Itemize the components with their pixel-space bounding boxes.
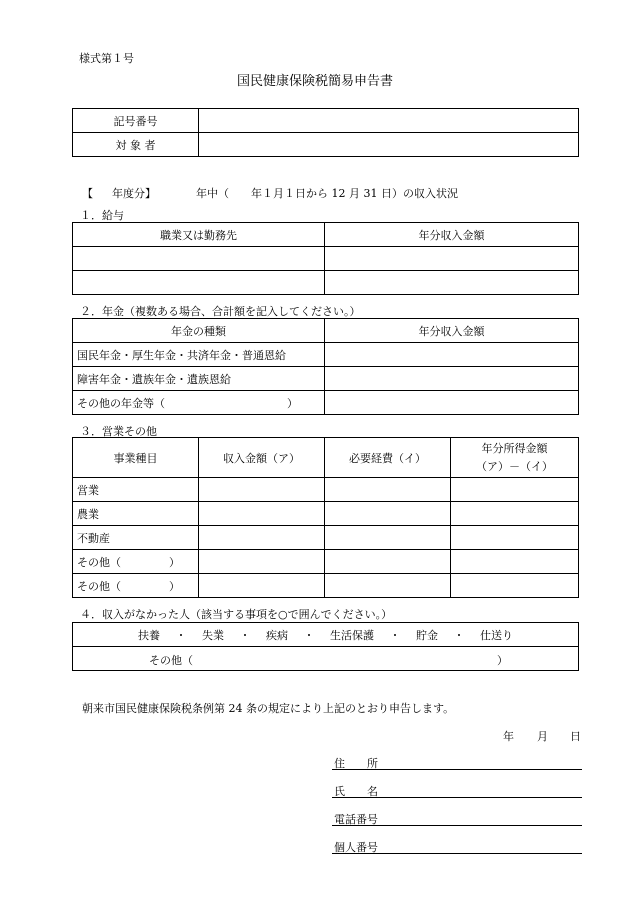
business-income-cell[interactable] [199, 526, 325, 550]
date-day-label: 日 [570, 730, 581, 743]
no-income-options [73, 623, 579, 647]
business-income-cell[interactable] [199, 502, 325, 526]
no-income-table [72, 622, 579, 671]
business-net-cell[interactable] [451, 502, 579, 526]
salary-income-cell[interactable] [325, 247, 579, 271]
business-other-close: ） [169, 579, 180, 593]
business-net-cell[interactable] [451, 478, 579, 502]
business-expense-cell[interactable] [325, 478, 451, 502]
business-net-cell[interactable] [451, 550, 579, 574]
business-expense-cell[interactable] [325, 574, 451, 598]
business-expense-cell[interactable] [325, 550, 451, 574]
option-separator: ・ [389, 628, 401, 642]
no-income-other-row[interactable] [73, 647, 579, 671]
option-separator: ・ [239, 628, 251, 642]
address-line[interactable] [332, 769, 582, 770]
salary-header-income: 年分収入金額 [325, 223, 579, 247]
business-type-cell: 不動産 [73, 526, 199, 550]
page-title: 国民健康保険税簡易申告書 [236, 74, 393, 89]
form-number: 様式第１号 [79, 52, 134, 65]
declaration-text: 朝来市国民健康保険税条例第 24 条の規定により上記のとおり申告します。 [82, 702, 455, 715]
name-line[interactable] [332, 797, 582, 798]
business-header-type: 事業種目 [73, 438, 199, 478]
business-type-cell [73, 550, 199, 574]
section2-title: ２．年金（複数ある場合、合計額を記入してください。） [80, 305, 361, 318]
pension-other-close: ） [287, 396, 298, 410]
salary-table [72, 222, 579, 295]
pension-header-income: 年分収入金額 [325, 319, 579, 343]
pension-type-cell [73, 391, 325, 415]
header-table [72, 108, 579, 157]
business-income-cell[interactable] [199, 574, 325, 598]
option-welfare[interactable]: 生活保護 [330, 628, 374, 642]
record-number-field[interactable] [199, 109, 579, 133]
pension-type-cell: 障害年金・遺族年金・遺族恩給 [73, 367, 325, 391]
option-dependent[interactable]: 扶養 [138, 628, 160, 642]
personal-number-label: 個人番号 [334, 841, 378, 854]
date-year-label: 年 [503, 730, 514, 743]
pension-other-label: その他の年金等（ [77, 396, 165, 410]
pension-amount-cell[interactable] [325, 367, 579, 391]
address-label: 住 所 [334, 757, 378, 770]
pension-amount-cell[interactable] [325, 343, 579, 367]
no-income-other-label: その他（ [149, 654, 193, 667]
business-net-cell[interactable] [451, 526, 579, 550]
subject-person-label: 対 象 者 [73, 133, 199, 157]
business-income-cell[interactable] [199, 478, 325, 502]
salary-employer-cell[interactable] [73, 247, 325, 271]
business-header-net-line2: （ア）－（イ） [476, 459, 553, 473]
pension-amount-cell[interactable] [325, 391, 579, 415]
personal-number-line[interactable] [332, 853, 582, 854]
business-header-net [451, 438, 579, 478]
section1-title: １．給与 [80, 209, 124, 222]
option-separator: ・ [453, 628, 465, 642]
pension-header-type: 年金の種類 [73, 319, 325, 343]
fiscal-year-label: 年度分】 [112, 187, 156, 200]
pension-table [72, 318, 579, 415]
salary-header-employer: 職業又は勤務先 [73, 223, 325, 247]
business-expense-cell[interactable] [325, 502, 451, 526]
business-other-label: その他（ [77, 555, 121, 569]
option-allowance[interactable]: 仕送り [480, 628, 513, 642]
option-separator: ・ [303, 628, 315, 642]
date-month-label: 月 [537, 730, 548, 743]
business-type-cell: 農業 [73, 502, 199, 526]
business-header-net-line1: 年分所得金額 [481, 441, 548, 455]
salary-employer-cell[interactable] [73, 271, 325, 295]
option-illness[interactable]: 疾病 [266, 628, 288, 642]
business-header-income: 収入金額（ア） [199, 438, 325, 478]
pension-type-cell: 国民年金・厚生年金・共済年金・普通恩給 [73, 343, 325, 367]
phone-line[interactable] [332, 825, 582, 826]
business-other-close: ） [169, 555, 180, 569]
business-type-cell [73, 574, 199, 598]
no-income-other-close: ） [497, 654, 508, 667]
business-income-cell[interactable] [199, 550, 325, 574]
period-bracket: 【 [82, 187, 93, 200]
section3-title: ３．営業その他 [80, 425, 157, 438]
option-separator: ・ [175, 628, 187, 642]
subject-person-field[interactable] [199, 133, 579, 157]
phone-label: 電話番号 [334, 813, 378, 826]
name-label: 氏 名 [334, 785, 378, 798]
salary-income-cell[interactable] [325, 271, 579, 295]
business-type-cell: 営業 [73, 478, 199, 502]
option-unemployed[interactable]: 失業 [202, 628, 224, 642]
business-expense-cell[interactable] [325, 526, 451, 550]
business-header-expense: 必要経費（イ） [325, 438, 451, 478]
period-text: 年中（ 年１月１日から 12 月 31 日）の収入状況 [196, 187, 458, 200]
record-number-label: 記号番号 [73, 109, 199, 133]
business-table [72, 437, 579, 598]
business-other-label: その他（ [77, 579, 121, 593]
option-savings[interactable]: 貯金 [416, 628, 438, 642]
business-net-cell[interactable] [451, 574, 579, 598]
section4-title: ４．収入がなかった人（該当する事項を○で囲んでください。） [80, 608, 393, 621]
